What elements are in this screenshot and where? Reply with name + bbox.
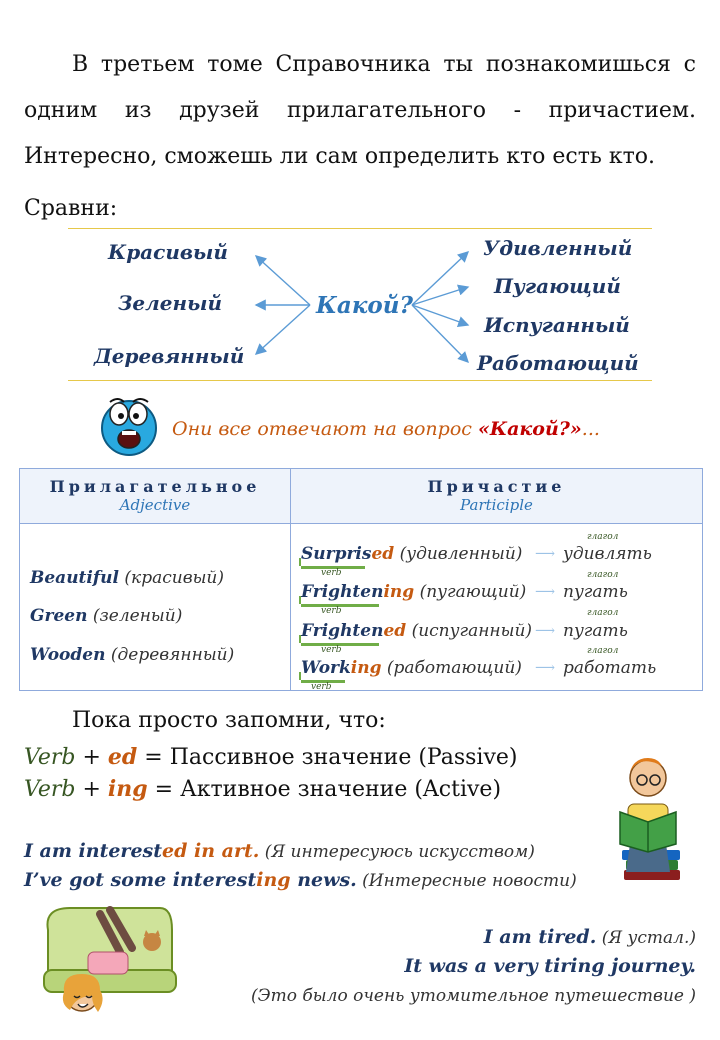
diagram-center-question: Какой? [316, 292, 413, 319]
diagram-right-word: Работающий [477, 351, 639, 375]
rule-suffix: ed [107, 744, 138, 770]
glagol-tag: глагол [587, 646, 619, 656]
example-en: I am interest [24, 840, 163, 862]
rule-meaning: = Пассивное значение (Passive) [137, 745, 518, 770]
example-suffix: ing [256, 869, 291, 891]
arrow-right-4 [412, 305, 468, 362]
example-tiring [404, 955, 696, 977]
arrow-right-icon: ⟶ [535, 623, 556, 639]
participle-item [301, 582, 526, 602]
base-verb: работать [563, 658, 657, 678]
verb-tag: verb [321, 568, 342, 578]
arrow-right-icon: ⟶ [535, 660, 556, 676]
participle-cell [291, 524, 703, 691]
participle-stem: Frighten [301, 582, 384, 602]
tired-girl-illustration [40, 900, 180, 1030]
glagol-tag: глагол [587, 570, 619, 580]
participle-ru: (работающий) [386, 658, 522, 678]
adjective-ru: (зеленый) [92, 606, 183, 626]
adjective-ru: (деревянный) [110, 645, 235, 665]
rule-plus: + [75, 777, 108, 802]
arrow-right-3 [412, 305, 468, 325]
participle-ru: (испуганный) [411, 621, 533, 641]
participle-header-en: Participle [460, 496, 533, 514]
adjective-header [20, 469, 291, 524]
participle-header-ru: Причастие [427, 477, 566, 496]
participle-header [291, 469, 703, 524]
adjective-item [30, 606, 182, 626]
example-interesting [24, 869, 577, 891]
surprised-face-icon [98, 394, 160, 458]
arrow-left-1 [256, 256, 310, 305]
adjective-cell [20, 524, 291, 691]
participle-suffix: ed [383, 621, 407, 641]
verb-bracket [299, 596, 301, 604]
rule-active [24, 774, 501, 805]
rule-passive [24, 742, 518, 773]
example-interested [24, 840, 535, 862]
verb-tag: verb [311, 682, 332, 692]
diagram-left-word: Деревянный [94, 344, 245, 368]
compare-label: Сравни: [24, 196, 118, 221]
intro-text: В третьем томе Справочника ты познакомишься с одним из друзей прилагательного - причастием. Интересно, сможешь ли сам определить кто есть кто. [24, 52, 696, 169]
arrow-left-3 [256, 305, 310, 354]
participle-suffix: ed [371, 544, 395, 564]
diagram-right-word: Удивленный [483, 236, 633, 260]
example-ru: (Интересные новости) [356, 871, 577, 891]
example-en: It was a very tiring journey. [404, 955, 696, 977]
base-verb: удивлять [563, 544, 652, 564]
adjective-en: Wooden [30, 645, 106, 665]
participle-stem: Surpris [301, 544, 372, 564]
diagram-left-word: Зеленый [118, 291, 222, 315]
base-verb: пугать [563, 621, 628, 641]
rule-meaning: = Активное значение (Active) [147, 777, 502, 802]
adjective-item [30, 645, 234, 665]
rule-verb: Verb [24, 745, 76, 770]
note-text [172, 418, 600, 440]
rule-suffix: ing [107, 776, 148, 802]
adjective-en: Green [30, 606, 88, 626]
participle-item [301, 544, 522, 564]
verb-bracket [299, 558, 301, 566]
participle-stem: Work [301, 658, 351, 678]
example-suffix: ed in art. [162, 840, 260, 862]
example-en: I’ve got some interest [24, 869, 257, 891]
note-prefix: Они все отвечают на вопрос [172, 418, 478, 440]
reading-boy-illustration [600, 752, 696, 892]
base-verb: пугать [563, 582, 628, 602]
verb-bracket [299, 635, 301, 643]
participle-suffix: ing [383, 582, 415, 602]
participle-suffix: ing [350, 658, 382, 678]
participle-item [301, 658, 522, 678]
remember-text: Пока просто запомни, что: [72, 708, 386, 733]
example-ru: (Я устал.) [596, 928, 696, 948]
arrow-right-icon: ⟶ [535, 584, 556, 600]
rule-verb: Verb [24, 777, 76, 802]
glagol-tag: глагол [587, 608, 619, 618]
note-question: «Какой?» [477, 418, 582, 440]
verb-tag: verb [321, 606, 342, 616]
participle-ru: (удивленный) [399, 544, 523, 564]
participle-ru: (пугающий) [419, 582, 527, 602]
adjective-en: Beautiful [30, 568, 120, 588]
note-suffix: ... [581, 418, 600, 440]
participle-stem: Frighten [301, 621, 384, 641]
verb-tag: verb [321, 645, 342, 655]
adjective-ru: (красивый) [124, 568, 225, 588]
rule-plus: + [75, 745, 108, 770]
diagram-right-word: Пугающий [494, 274, 621, 298]
example-en-end: news. [290, 869, 357, 891]
diagram-right-word: Испуганный [484, 313, 630, 337]
arrow-right-2 [412, 287, 468, 305]
example-en: I am tired. [483, 926, 597, 948]
adjective-item [30, 568, 224, 588]
arrow-right-icon: ⟶ [535, 546, 556, 562]
diagram-left-word: Красивый [108, 240, 228, 264]
adjective-header-en: Adjective [119, 496, 191, 514]
example-ru: (Я интересуюсь искусством) [259, 842, 535, 862]
participle-item [301, 621, 532, 641]
example-tired [484, 926, 696, 948]
glagol-tag: глагол [587, 532, 619, 542]
verb-bracket [299, 672, 301, 680]
arrow-right-1 [412, 252, 468, 305]
adjective-header-ru: Прилагательное [49, 477, 261, 496]
comparison-table [19, 468, 703, 691]
example-tiring-translation [251, 984, 696, 1006]
example-ru: (Это было очень утомительное путешествие ) [251, 986, 696, 1006]
